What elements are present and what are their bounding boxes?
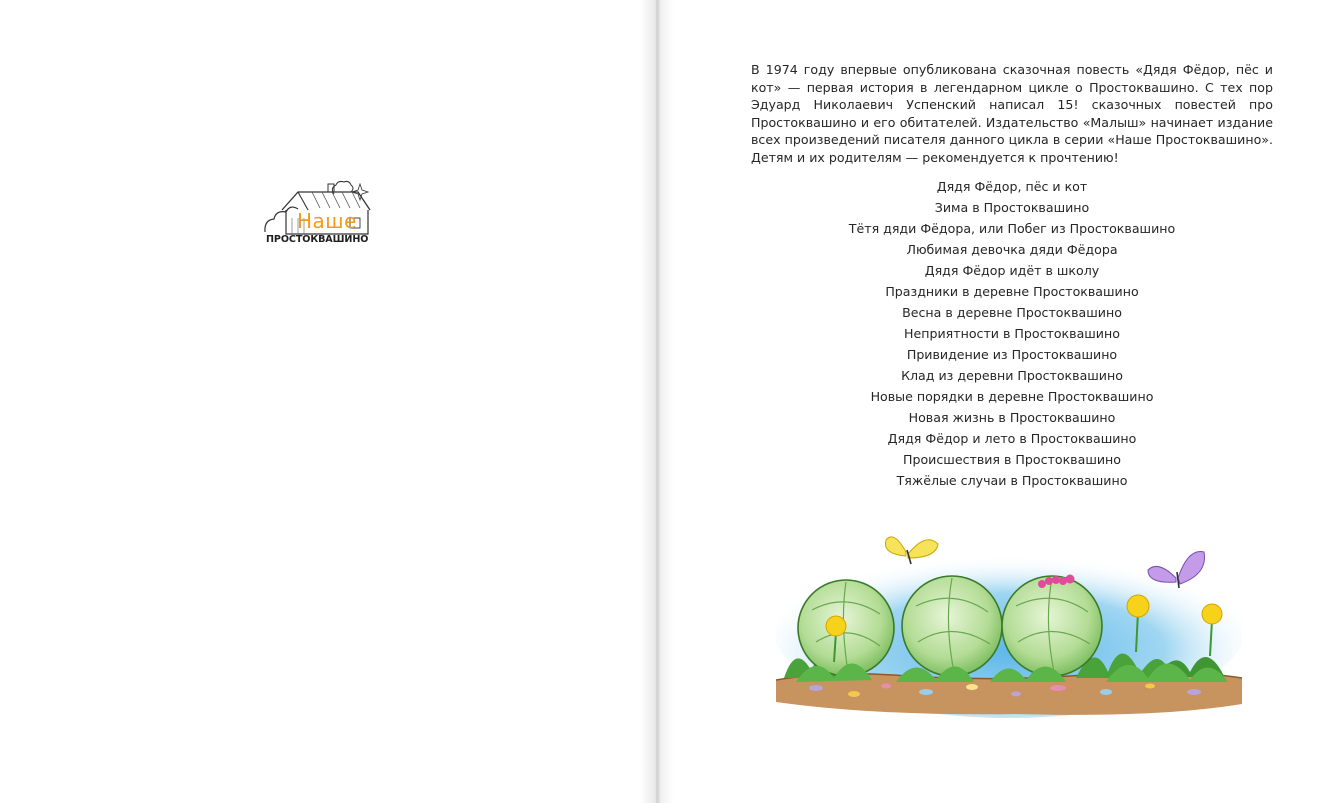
pebble [1145,684,1155,689]
book-title: Дядя Фёдор и лето в Простоквашино [887,431,1137,446]
pebble [1187,689,1201,695]
pebble [919,689,933,695]
logo-word: Наше [297,209,357,233]
pebble [1100,689,1112,695]
left-page [0,0,657,803]
book-title: Весна в деревне Простоквашино [902,305,1122,320]
book-title: Дядя Фёдор, пёс и кот [936,179,1088,194]
right-page [660,0,1322,803]
pebble [966,684,978,690]
cabbage [1002,576,1102,676]
pebble [848,691,860,697]
book-title: Тётя дяди Фёдора, или Побег из Простоквашино [848,221,1176,236]
book-title: Неприятности в Простоквашино [904,326,1120,341]
book-title: Привидение из Простоквашино [906,347,1118,362]
book-title: Новая жизнь в Простоквашино [908,410,1116,425]
pebble [1050,685,1066,691]
book-title: Происшествия в Простоквашино [903,452,1121,467]
book-title: Тяжёлые случаи в Простоквашино [896,473,1128,488]
pebble [809,685,823,691]
book-title: Зима в Простоквашино [934,200,1090,215]
book-title: Клад из деревни Простоквашино [901,368,1123,383]
intro-paragraph: В 1974 году впервые опубликована сказочная повесть «Дядя Фёдор, пёс и кот» — первая история в легендарном цикле о Простоквашино. С тех пор Эдуард Николаевич Успенский написал 15! сказочных повестей про Простоквашино и его обитателей. Издательство «Малыш» начинает издание всех произведений писателя данного цикла в серии «Наше Простоквашино». Детям и их родителям — рекомендуется к прочтению! [751,62,1273,165]
pebble [881,684,891,689]
logo-series-name: ПРОСТОКВАШИНО [266,234,369,245]
book-title: Праздники в деревне Простоквашино [885,284,1139,299]
cabbage-garden-illustration [776,522,1242,722]
pebble [1011,692,1021,697]
book-title: Любимая девочка дяди Фёдора [906,242,1118,257]
book-titles-list [751,176,1273,491]
book-title: Дядя Фёдор идёт в школу [924,263,1100,278]
book-title: Новые порядки в деревне Простоквашино [870,389,1154,404]
series-logo [262,178,374,250]
cabbage [902,576,1002,676]
